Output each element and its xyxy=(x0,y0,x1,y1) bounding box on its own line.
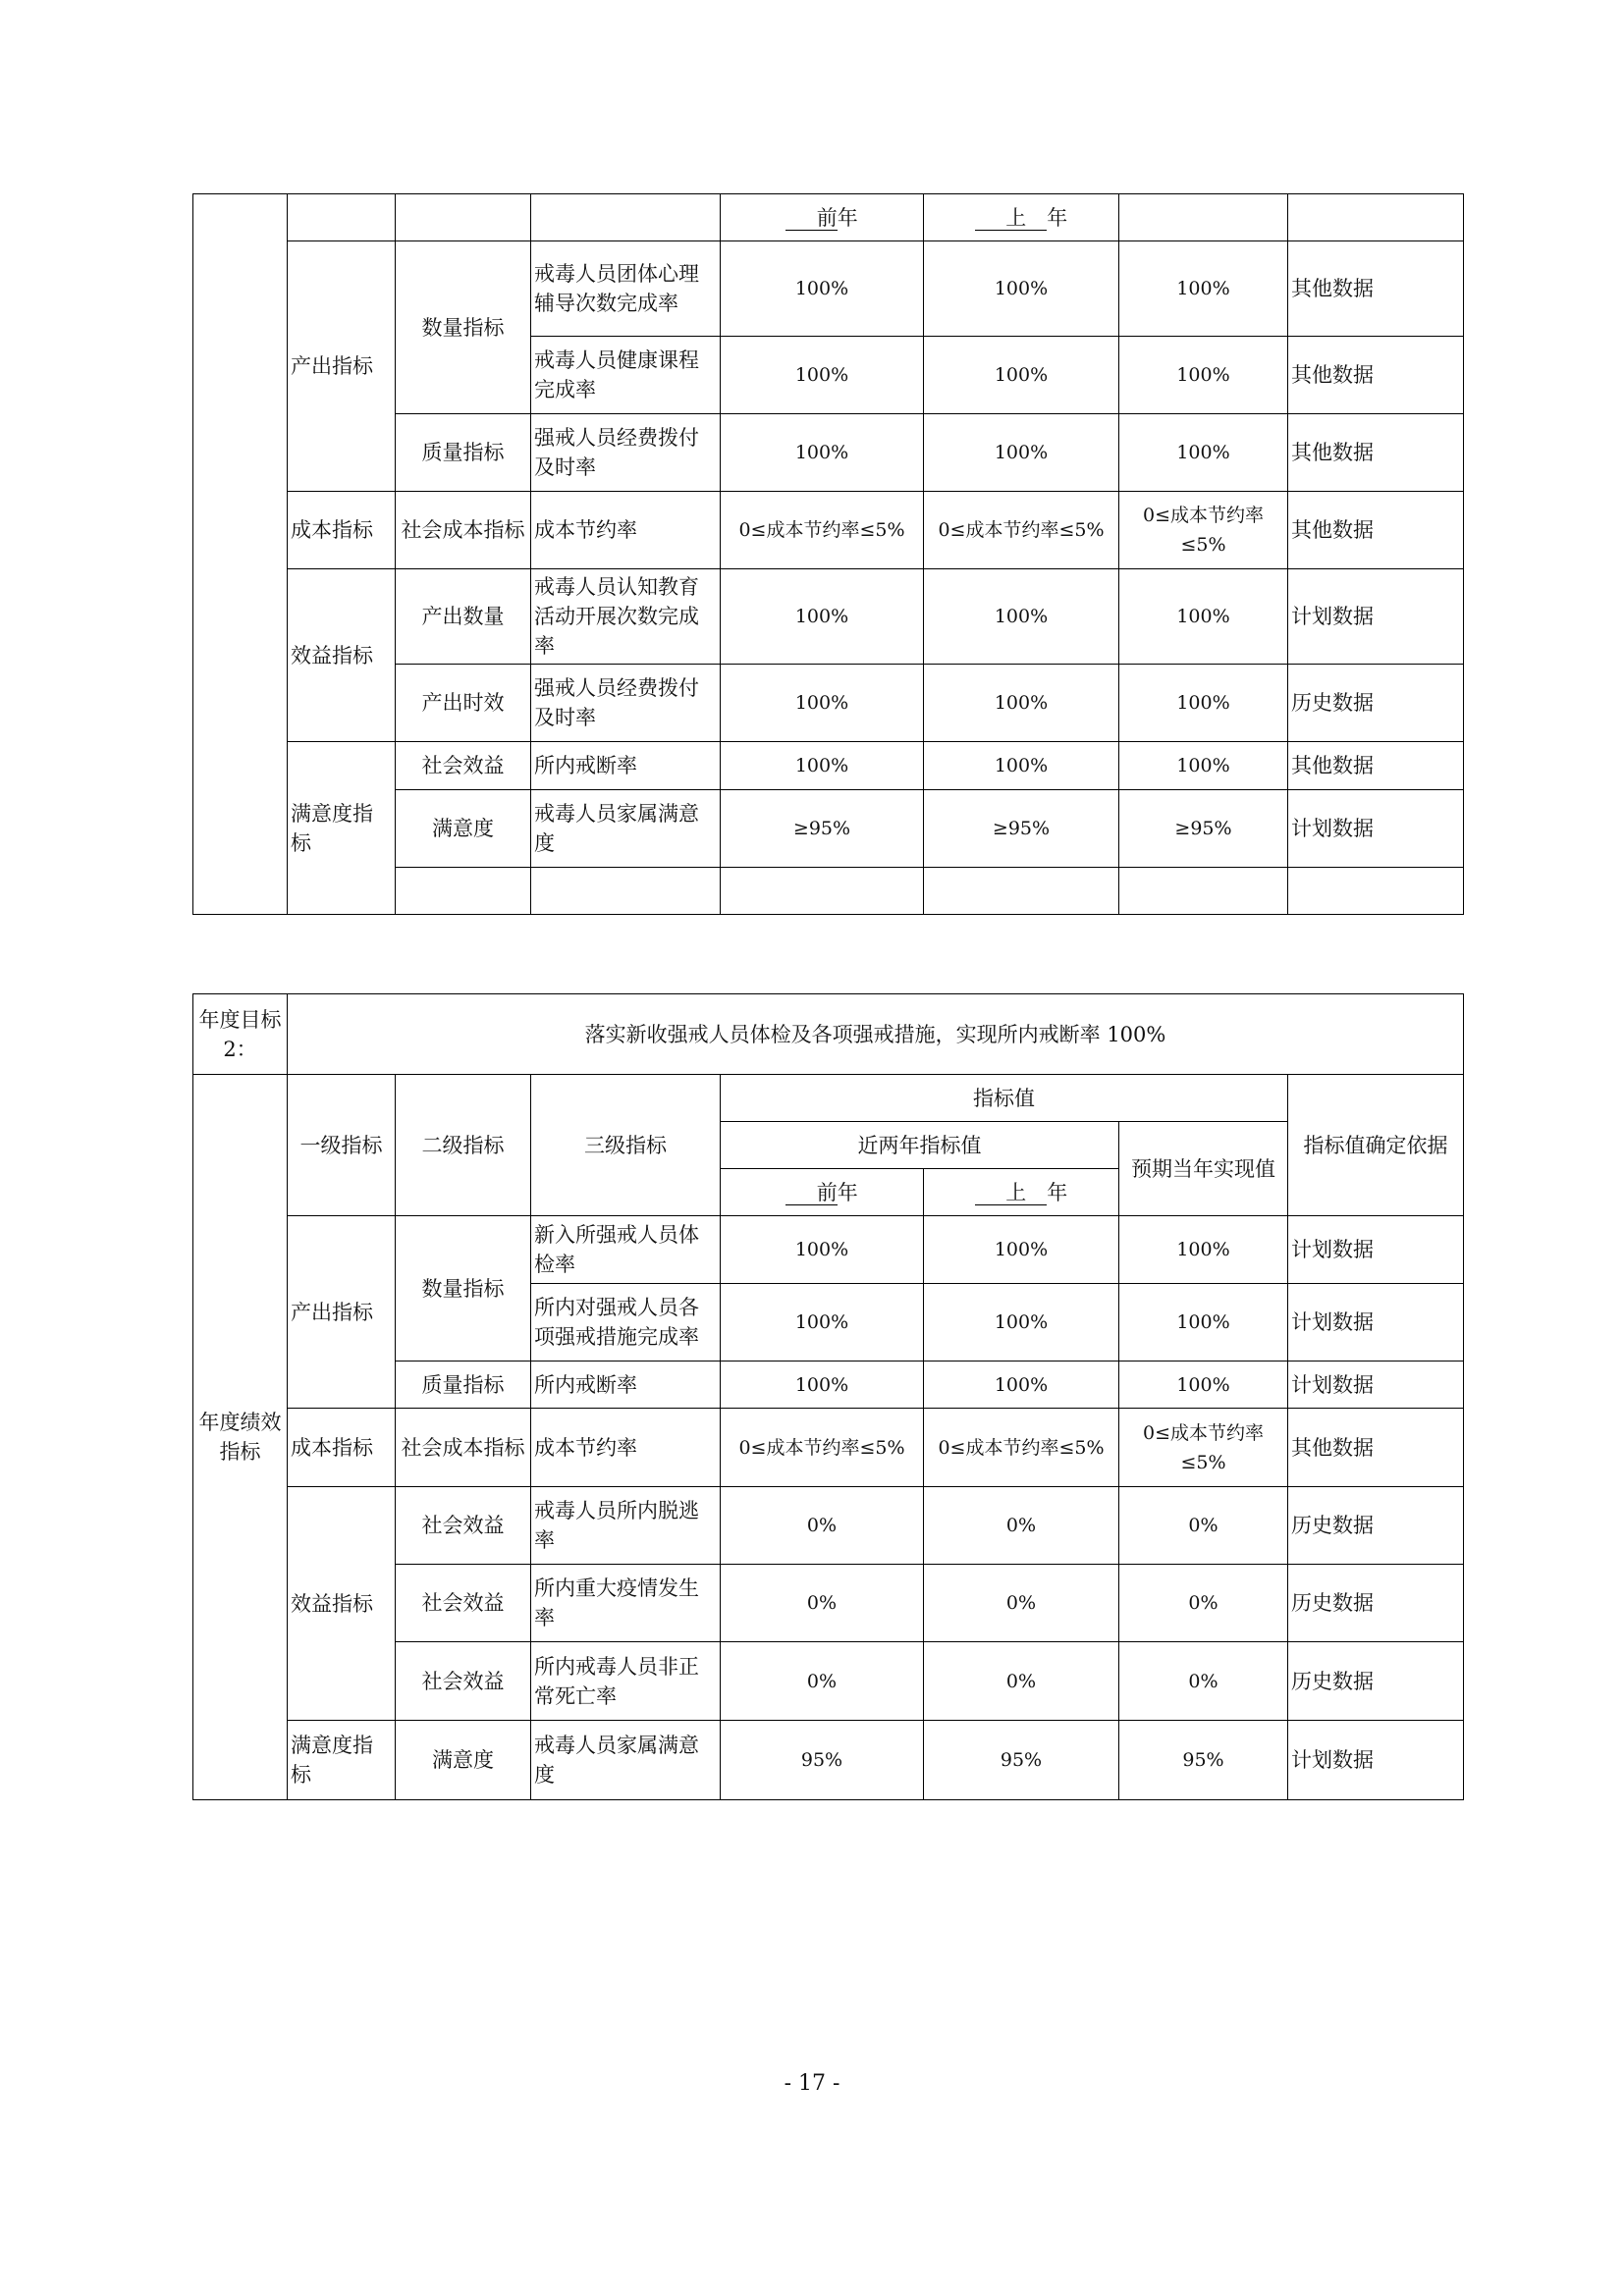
value-prev-cell: 100% xyxy=(721,665,924,742)
level2-cell: 数量指标 xyxy=(396,241,531,414)
level2-cell: 质量指标 xyxy=(396,414,531,492)
level3-cell: 所内戒断率 xyxy=(531,742,721,790)
value-expected-cell: 100% xyxy=(1119,1284,1288,1362)
level1-cell: 满意度指标 xyxy=(288,742,396,915)
value-prev-cell: 100% xyxy=(721,1216,924,1284)
level2-cell: 社会效益 xyxy=(396,1565,531,1642)
table-row xyxy=(193,241,1464,337)
value-last-cell: 100% xyxy=(924,665,1119,742)
indicator-value-header: 指标值 xyxy=(721,1075,1288,1122)
last-year-header: 上 年 xyxy=(924,194,1119,241)
basis-cell: 计划数据 xyxy=(1288,569,1464,665)
level1-header: 一级指标 xyxy=(288,1075,396,1216)
recent-two-years-header: 近两年指标值 xyxy=(721,1122,1119,1169)
value-expected-cell: 0≤成本节约率≤5% xyxy=(1119,1409,1288,1487)
table-row xyxy=(193,1721,1464,1800)
level2-cell: 数量指标 xyxy=(396,1216,531,1362)
level1-cell: 成本指标 xyxy=(288,1409,396,1487)
value-last-cell: ≥95% xyxy=(924,790,1119,868)
basis-cell: 其他数据 xyxy=(1288,414,1464,492)
table-row xyxy=(193,569,1464,665)
level2-cell: 质量指标 xyxy=(396,1362,531,1409)
value-prev-cell: 100% xyxy=(721,742,924,790)
level3-cell: 戒毒人员健康课程完成率 xyxy=(531,337,721,414)
level2-cell: 社会成本指标 xyxy=(396,1409,531,1487)
level2-cell: 满意度 xyxy=(396,1721,531,1800)
value-prev-cell: 100% xyxy=(721,569,924,665)
basis-cell: 其他数据 xyxy=(1288,337,1464,414)
level1-cell: 产出指标 xyxy=(288,1216,396,1409)
table-row xyxy=(193,1487,1464,1565)
level3-cell: 强戒人员经费拨付及时率 xyxy=(531,414,721,492)
prev-year-header: 前年 xyxy=(721,194,924,241)
table-row xyxy=(193,1409,1464,1487)
goal-row xyxy=(193,994,1464,1075)
value-expected-cell: 100% xyxy=(1119,665,1288,742)
basis-cell: 计划数据 xyxy=(1288,1284,1464,1362)
value-last-cell: 95% xyxy=(924,1721,1119,1800)
value-last-cell: 0% xyxy=(924,1565,1119,1642)
value-expected-cell: 100% xyxy=(1119,241,1288,337)
level3-cell: 所内对强戒人员各项强戒措施完成率 xyxy=(531,1284,721,1362)
level3-cell: 所内重大疫情发生率 xyxy=(531,1565,721,1642)
level1-cell: 满意度指标 xyxy=(288,1721,396,1800)
page-number: - 17 - xyxy=(784,2071,840,2096)
level3-cell: 强戒人员经费拨付及时率 xyxy=(531,665,721,742)
value-last-cell: 100% xyxy=(924,414,1119,492)
basis-cell: 计划数据 xyxy=(1288,1721,1464,1800)
value-prev-cell: 0% xyxy=(721,1487,924,1565)
basis-cell: 其他数据 xyxy=(1288,492,1464,569)
table-row xyxy=(193,742,1464,790)
value-prev-cell: 0% xyxy=(721,1565,924,1642)
value-expected-cell: 100% xyxy=(1119,414,1288,492)
basis-header: 指标值确定依据 xyxy=(1288,1075,1464,1216)
value-last-cell: 100% xyxy=(924,337,1119,414)
value-expected-cell: 0% xyxy=(1119,1487,1288,1565)
value-expected-cell: 100% xyxy=(1119,337,1288,414)
value-prev-cell: 100% xyxy=(721,337,924,414)
basis-cell: 计划数据 xyxy=(1288,1216,1464,1284)
level3-cell: 所内戒毒人员非正常死亡率 xyxy=(531,1642,721,1721)
level3-cell: 戒毒人员家属满意度 xyxy=(531,1721,721,1800)
table-row xyxy=(193,1216,1464,1284)
basis-cell: 其他数据 xyxy=(1288,1409,1464,1487)
value-last-cell: 100% xyxy=(924,241,1119,337)
level3-cell: 所内戒断率 xyxy=(531,1362,721,1409)
value-expected-cell: 0% xyxy=(1119,1565,1288,1642)
level3-cell: 成本节约率 xyxy=(531,492,721,569)
level3-cell: 新入所强戒人员体检率 xyxy=(531,1216,721,1284)
performance-table-continued xyxy=(192,193,1464,915)
value-last-cell: 100% xyxy=(924,1362,1119,1409)
basis-cell: 历史数据 xyxy=(1288,1642,1464,1721)
value-expected-cell: 0≤成本节约率≤5% xyxy=(1119,492,1288,569)
level3-cell: 戒毒人员所内脱逃率 xyxy=(531,1487,721,1565)
basis-cell: 计划数据 xyxy=(1288,1362,1464,1409)
level1-cell: 成本指标 xyxy=(288,492,396,569)
expected-value-header: 预期当年实现值 xyxy=(1119,1122,1288,1216)
value-expected-cell: 95% xyxy=(1119,1721,1288,1800)
level2-cell: 社会效益 xyxy=(396,1487,531,1565)
basis-cell: 计划数据 xyxy=(1288,790,1464,868)
annual-performance-label: 年度绩效指标 xyxy=(193,1075,288,1800)
value-prev-cell: 0≤成本节约率≤5% xyxy=(721,492,924,569)
value-last-cell: 100% xyxy=(924,1216,1119,1284)
basis-cell: 其他数据 xyxy=(1288,241,1464,337)
left-label-cell xyxy=(193,194,288,915)
level3-header: 三级指标 xyxy=(531,1075,721,1216)
value-prev-cell: 100% xyxy=(721,1284,924,1362)
level3-cell: 戒毒人员认知教育活动开展次数完成率 xyxy=(531,569,721,665)
value-prev-cell: 0% xyxy=(721,1642,924,1721)
basis-cell: 历史数据 xyxy=(1288,1565,1464,1642)
level2-cell: 满意度 xyxy=(396,790,531,868)
value-last-cell: 0% xyxy=(924,1642,1119,1721)
value-prev-cell: 100% xyxy=(721,414,924,492)
value-expected-cell: ≥95% xyxy=(1119,790,1288,868)
value-prev-cell: 95% xyxy=(721,1721,924,1800)
level3-cell: 成本节约率 xyxy=(531,1409,721,1487)
value-last-cell: 100% xyxy=(924,1284,1119,1362)
level2-cell: 社会效益 xyxy=(396,1642,531,1721)
header-row xyxy=(193,1075,1464,1122)
annual-goal-2-table xyxy=(192,993,1464,1800)
level2-cell: 产出时效 xyxy=(396,665,531,742)
value-expected-cell: 100% xyxy=(1119,569,1288,665)
value-last-cell: 100% xyxy=(924,569,1119,665)
value-prev-cell: 0≤成本节约率≤5% xyxy=(721,1409,924,1487)
basis-cell: 历史数据 xyxy=(1288,665,1464,742)
level2-cell: 社会成本指标 xyxy=(396,492,531,569)
header-row xyxy=(193,194,1464,241)
level2-cell: 产出数量 xyxy=(396,569,531,665)
value-expected-cell: 0% xyxy=(1119,1642,1288,1721)
level1-cell: 效益指标 xyxy=(288,569,396,742)
level3-cell: 戒毒人员家属满意度 xyxy=(531,790,721,868)
level1-cell: 产出指标 xyxy=(288,241,396,492)
value-prev-cell: 100% xyxy=(721,1362,924,1409)
goal-text: 落实新收强戒人员体检及各项强戒措施，实现所内戒断率 100% xyxy=(288,994,1464,1075)
value-last-cell: 0≤成本节约率≤5% xyxy=(924,492,1119,569)
value-prev-cell: 100% xyxy=(721,241,924,337)
basis-cell: 历史数据 xyxy=(1288,1487,1464,1565)
value-last-cell: 100% xyxy=(924,742,1119,790)
basis-cell: 其他数据 xyxy=(1288,742,1464,790)
value-expected-cell: 100% xyxy=(1119,742,1288,790)
goal-label: 年度目标2： xyxy=(193,994,288,1075)
value-expected-cell: 100% xyxy=(1119,1216,1288,1284)
prev-year-header: 前年 xyxy=(721,1169,924,1216)
value-prev-cell: ≥95% xyxy=(721,790,924,868)
level2-cell: 社会效益 xyxy=(396,742,531,790)
table-row xyxy=(193,492,1464,569)
level2-header: 二级指标 xyxy=(396,1075,531,1216)
value-last-cell: 0% xyxy=(924,1487,1119,1565)
level1-cell: 效益指标 xyxy=(288,1487,396,1721)
value-expected-cell: 100% xyxy=(1119,1362,1288,1409)
level3-cell: 戒毒人员团体心理辅导次数完成率 xyxy=(531,241,721,337)
last-year-header: 上 年 xyxy=(924,1169,1119,1216)
value-last-cell: 0≤成本节约率≤5% xyxy=(924,1409,1119,1487)
